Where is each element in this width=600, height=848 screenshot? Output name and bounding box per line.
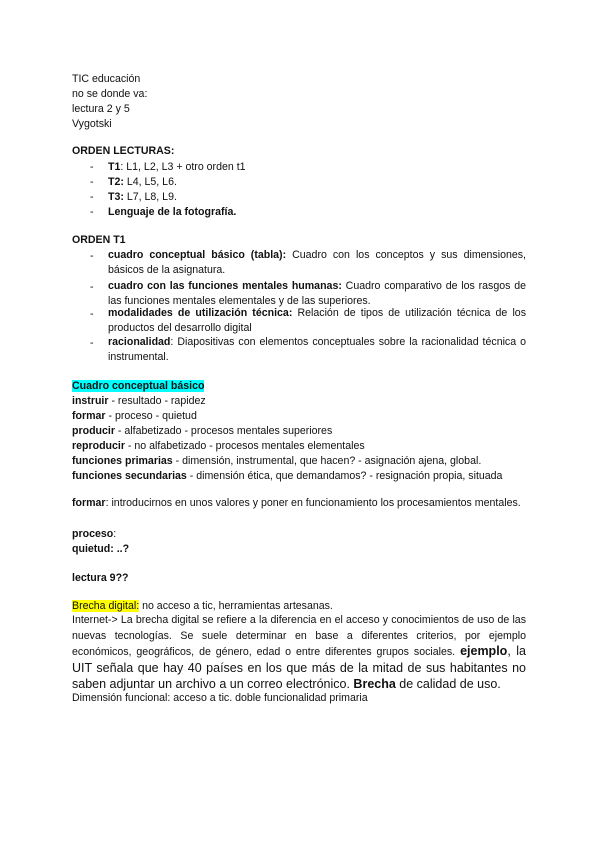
concept-row: formar - proceso - quietud bbox=[72, 410, 197, 422]
proceso-line: proceso: bbox=[72, 528, 117, 540]
note-line: no se donde va: bbox=[72, 88, 148, 100]
quietud-line: quietud: ..? bbox=[72, 543, 130, 555]
section-title-orden-t1: ORDEN T1 bbox=[72, 234, 126, 246]
bullet-dash: - bbox=[90, 206, 94, 218]
concept-row: funciones primarias - dimensión, instrumental, que hacen? - asignación ajena, global. bbox=[72, 455, 482, 467]
note-line: lectura 2 y 5 bbox=[72, 103, 130, 115]
concept-row: producir - alfabetizado - procesos mentales superiores bbox=[72, 425, 333, 437]
dimension-funcional-line: Dimensión funcional: acceso a tic. doble funcionalidad primaria bbox=[72, 692, 368, 704]
list-item: cuadro con las funciones mentales humanas: Cuadro comparativo de los rasgos de las funciones mentales elementales y de las superiores. bbox=[108, 280, 527, 307]
list-item: T1: L1, L2, L3 + otro orden t1 bbox=[108, 161, 246, 173]
list-item: cuadro conceptual básico (tabla): Cuadro con los conceptos y sus dimensiones, básicos de la asignatura. bbox=[108, 249, 526, 276]
brecha-digital-line: Brecha digital: no acceso a tic, herramientas artesanas. bbox=[72, 600, 333, 612]
brecha-paragraph: Internet-> La brecha digital se refiere a la diferencia en el acceso y conocimientos de uso de las nuevas tecnologías. Se suele determinar en base a diferentes criterios, por ejemplo económicos, geográficos, de género, edad o entre diferentes grupos sociales. ejemplo, la UIT señala que hay 40 países en los que más de la mitad de sus habitantes no saben adjuntar un archivo a un correo electrónico. Brecha de calidad de uso. bbox=[72, 614, 526, 691]
section-title-cuadro: Cuadro conceptual básico bbox=[72, 380, 205, 392]
list-item: T2: L4, L5, L6. bbox=[108, 176, 177, 188]
formar-definition: formar: introducirnos en unos valores y poner en funcionamiento los procesamientos mentales. bbox=[72, 497, 521, 509]
bullet-dash: - bbox=[90, 161, 94, 173]
bullet-dash: - bbox=[90, 281, 94, 293]
list-item: modalidades de utilización técnica: Relación de tipos de utilización técnica de los productos del desarrollo digital bbox=[108, 307, 526, 334]
concept-row: instruir - resultado - rapidez bbox=[72, 395, 206, 407]
bullet-dash: - bbox=[90, 337, 94, 349]
bullet-dash: - bbox=[90, 250, 94, 262]
note-line: TIC educación bbox=[72, 73, 141, 85]
list-item: racionalidad: Diapositivas con elementos conceptuales sobre la racionalidad técnica o instrumental. bbox=[108, 336, 526, 363]
bullet-dash: - bbox=[90, 176, 94, 188]
list-item: T3: L7, L8, L9. bbox=[108, 191, 177, 203]
concept-row: funciones secundarias - dimensión ética, que demandamos? - resignación propia, situada bbox=[72, 470, 503, 482]
bullet-dash: - bbox=[90, 308, 94, 320]
note-line: Vygotski bbox=[72, 118, 112, 130]
section-title-orden-lecturas: ORDEN LECTURAS: bbox=[72, 145, 175, 157]
list-item: Lenguaje de la fotografía. bbox=[108, 206, 237, 218]
lectura-9-heading: lectura 9?? bbox=[72, 572, 129, 584]
bullet-dash: - bbox=[90, 191, 94, 203]
concept-row: reproducir - no alfabetizado - procesos mentales elementales bbox=[72, 440, 365, 452]
